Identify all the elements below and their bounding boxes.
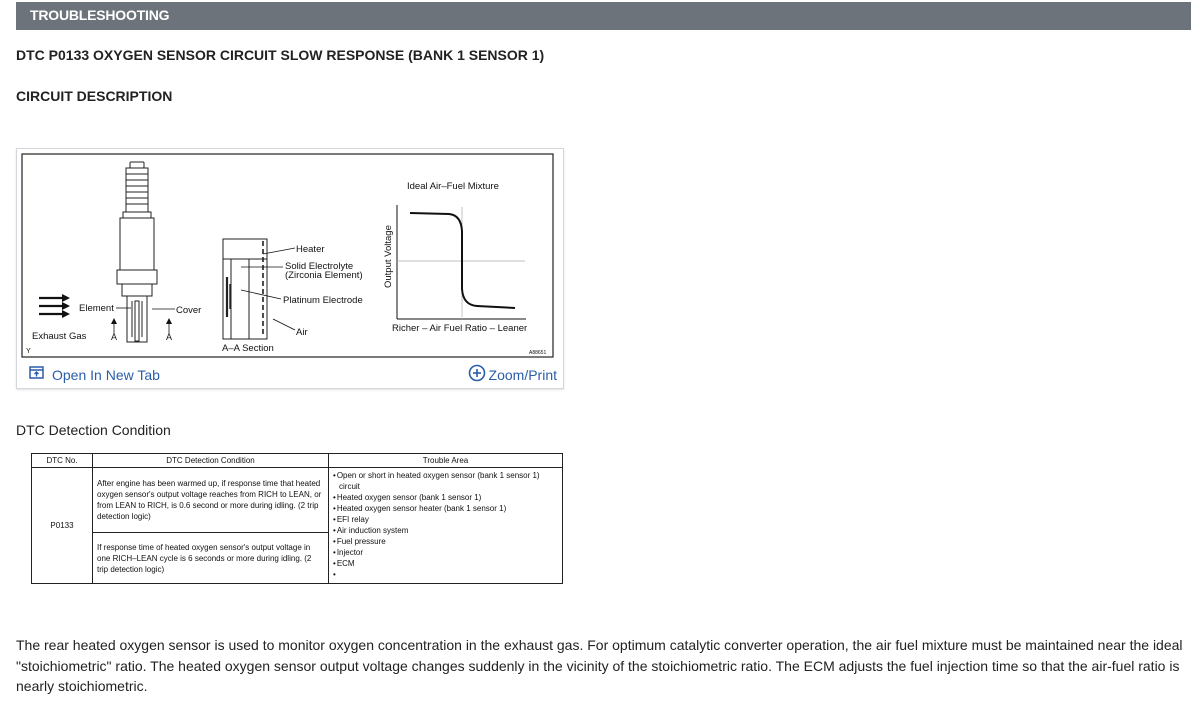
table-row <box>32 468 563 533</box>
list-item: • Injector <box>333 547 558 558</box>
dtc-code-cell: P0133 <box>32 468 93 584</box>
figure-card <box>16 148 564 389</box>
zoom-plus-icon <box>468 364 486 385</box>
label-platinum-electrode: Platinum Electrode <box>283 295 363 306</box>
trouble-area-list <box>329 468 562 582</box>
label-ratio-axis: Richer – Air Fuel Ratio – Leaner <box>392 323 528 334</box>
list-item: • EFI relay <box>333 514 558 525</box>
circuit-description-text: The rear heated oxygen sensor is used to monitor oxygen concentration in the exhaust gas. For optimum catalytic converter operation, the air fuel mixture must be maintained near the ideal "stoichiometric" ratio. The heated oxygen sensor output voltage changes suddenly in the vicinity of the stoichiometric ratio. The ECM adjusts the fuel injection time so that the air-fuel ratio is nearly stoichiometric. <box>16 637 1183 694</box>
oxygen-sensor-diagram <box>17 149 563 361</box>
dtc-detection-heading: DTC Detection Condition <box>16 422 171 438</box>
table-header-row <box>32 454 563 468</box>
list-item <box>333 569 558 580</box>
header-trouble-area: Trouble Area <box>329 454 563 468</box>
label-output-voltage: Output Voltage <box>383 225 394 288</box>
header-dtc-no: DTC No. <box>32 454 93 468</box>
list-item: • Fuel pressure <box>333 536 558 547</box>
label-y-mark: Y <box>26 348 31 355</box>
section-header-bar <box>16 2 1191 30</box>
open-in-new-tab-label: Open In New Tab <box>52 366 160 383</box>
dtc-table <box>31 453 563 584</box>
zoom-print-label: Zoom/Print <box>488 366 557 383</box>
label-a-right: A <box>166 332 173 342</box>
label-zirconia: (Zirconia Element) <box>285 270 363 281</box>
condition-cell: If response time of heated oxygen sensor's output voltage in one RICH–LEAN cycle is 6 seconds or more during idling. (2 trip detection logic) <box>93 533 329 584</box>
condition-cell: After engine has been warmed up, if response time that heated oxygen sensor's output voltage reaches from RICH to LEAN, or from LEAN to RICH, is 0.6 second or more during idling. (2 trip detection logic) <box>93 468 329 533</box>
label-element: Element <box>79 303 114 314</box>
label-section: A–A Section <box>222 343 274 354</box>
zoom-print-link[interactable] <box>468 364 557 385</box>
open-new-tab-icon <box>29 366 44 383</box>
circuit-description-heading: CIRCUIT DESCRIPTION <box>16 88 173 104</box>
label-air: Air <box>296 327 308 338</box>
header-condition: DTC Detection Condition <box>93 454 329 468</box>
label-exhaust-gas: Exhaust Gas <box>32 331 87 342</box>
label-ideal-mixture: Ideal Air–Fuel Mixture <box>407 181 499 192</box>
list-item: • Air induction system <box>333 525 558 536</box>
list-item: • Open or short in heated oxygen sensor (bank 1 sensor 1) circuit <box>333 470 558 492</box>
label-solid-electrolyte: Solid Electrolyte <box>285 261 354 272</box>
label-a-left: A <box>111 332 118 342</box>
label-figure-id: A88651 <box>529 350 547 356</box>
label-heater: Heater <box>296 244 325 255</box>
label-cover: Cover <box>176 305 202 316</box>
list-item: • Heated oxygen sensor (bank 1 sensor 1) <box>333 492 558 503</box>
list-item: • Heated oxygen sensor heater (bank 1 sensor 1) <box>333 503 558 514</box>
open-in-new-tab-link[interactable] <box>29 366 160 383</box>
exhaust-gas-arrows <box>39 294 70 318</box>
figure-card-footer <box>17 361 563 389</box>
section-header-title: TROUBLESHOOTING <box>30 7 170 23</box>
trouble-area-cell <box>329 468 563 584</box>
list-item: • ECM <box>333 558 558 569</box>
dtc-title: DTC P0133 OXYGEN SENSOR CIRCUIT SLOW RESPONSE (BANK 1 SENSOR 1) <box>16 47 545 63</box>
